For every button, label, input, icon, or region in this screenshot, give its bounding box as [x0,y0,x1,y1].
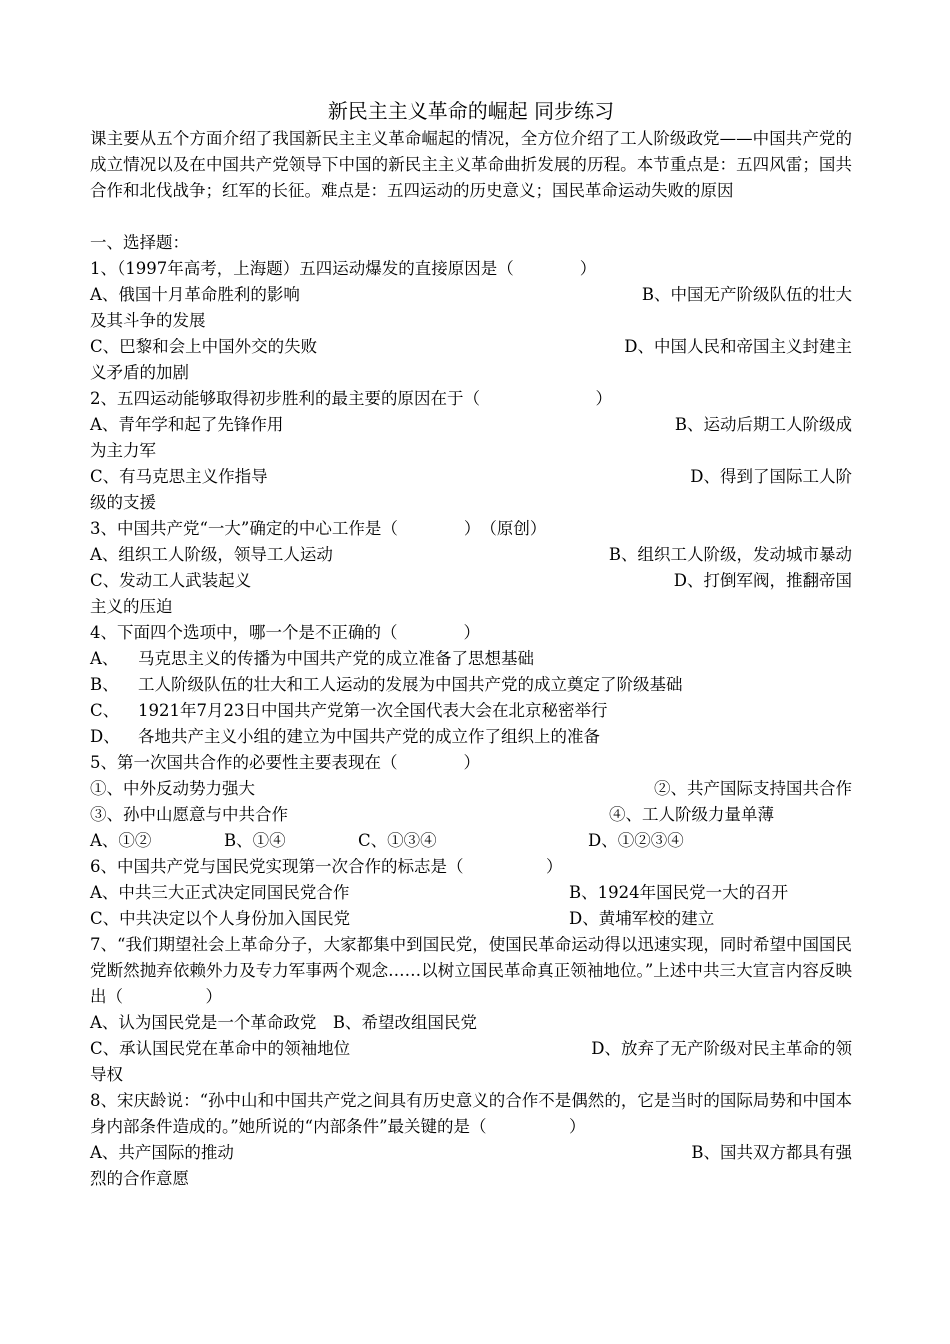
question-3 [90,516,852,620]
question-7 [90,932,852,1088]
option-row [90,542,852,568]
spacer [90,204,852,230]
option-c [90,698,852,724]
option-row [90,412,852,438]
option-label: C、 [90,701,120,720]
option-row [90,880,852,906]
option-b: B、组织工人阶级，发动城市暴动 [608,545,852,564]
option-b: B、国共双方都具有强 [691,1143,852,1162]
worksheet-page [90,96,852,1192]
option-d: D、黄埔军校的建立 [569,909,715,928]
question-stem: 7、“我们期望社会上革命分子，大家都集中到国民党，使国民革命运动得以迅速实现，同时希望中国国民党断然抛弃依赖外力及专力军事两个观念……以树立国民革命真正领袖地位。”上述中共三大宣言内容反映出（ ） [90,935,852,1006]
option-b: B、运动后期工人阶级成 [674,415,852,434]
option-row [90,282,852,308]
option-d-continued: 导权 [90,1065,123,1084]
option-b: B、①④ [224,831,286,850]
option-row [90,464,852,490]
question-stem: 8、宋庆龄说：“孙中山和中国共产党之间具有历史意义的合作不是偶然的，它是当时的国际局势和中国本身内部条件造成的。”她所说的“内部条件”最关键的是（ ） [90,1091,852,1136]
intro-paragraph: 课主要从五个方面介绍了我国新民主主义革命崛起的情况，全方位介绍了工人阶级政党——中国共产党的成立情况以及在中国共产党领导下中国的新民主主义革命曲折发展的历程。本节重点是：五四风雷；国共合作和北伐战争；红军的长征。难点是：五四运动的历史意义；国民革命运动失败的原因 [90,129,852,200]
option-c: C、①③④ [358,831,437,850]
statement-row [90,776,852,802]
option-d: D、放弃了无产阶级对民主革命的领 [591,1039,852,1058]
option-a: A、中共三大正式决定同国民党合作 [90,883,350,902]
statement-1: ①、中外反动势力强大 [90,779,255,798]
option-row [90,828,852,854]
option-a: A、青年学和起了先锋作用 [90,415,284,434]
question-4 [90,620,852,750]
option-row [90,1036,852,1062]
option-c: C、发动工人武装起义 [90,571,252,590]
option-b [90,672,852,698]
option-d-continued: 义矛盾的加剧 [90,363,189,382]
option-d: D、①②③④ [588,831,684,850]
question-stem: 4、下面四个选项中，哪一个是不正确的（ ） [90,623,480,642]
option-d: D、中国人民和帝国主义封建主 [624,337,852,356]
section-heading: 一、选择题： [90,233,189,252]
option-c: C、巴黎和会上中国外交的失败 [90,337,318,356]
option-c: C、中共决定以个人身份加入国民党 [90,909,351,928]
option-b-continued: 为主力军 [90,441,156,460]
option-a: A、①② [90,831,152,850]
option-a: A、组织工人阶级，领导工人运动 [90,545,333,564]
question-6 [90,854,852,932]
option-b: B、1924年国民党一大的召开 [569,883,789,902]
option-a: A、俄国十月革命胜利的影响 [90,285,300,304]
option-d [90,724,852,750]
question-stem: 2、五四运动能够取得初步胜利的最主要的原因在于（ ） [90,389,612,408]
question-stem: 5、第一次国共合作的必要性主要表现在（ ） [90,753,480,772]
statement-2: ②、共产国际支持国共合作 [654,779,852,798]
option-row [90,334,852,360]
option-b: B、中国无产阶级队伍的壮大 [641,285,852,304]
option-label: B、 [90,675,119,694]
option-row [90,568,852,594]
option-d-continued: 主义的压迫 [90,597,173,616]
option-text: 马克思主义的传播为中国共产党的成立准备了思想基础 [138,649,534,668]
option-c: C、承认国民党在革命中的领袖地位 [90,1039,351,1058]
statement-4: ④、工人阶级力量单薄 [609,805,774,824]
question-5 [90,750,852,854]
option-label: D、 [90,727,120,746]
question-1 [90,256,852,386]
option-row [90,1140,852,1166]
option-text: 1921年7月23日中国共产党第一次全国代表大会在北京秘密举行 [138,701,608,720]
statement-3: ③、孙中山愿意与中共合作 [90,805,288,824]
option-b-continued: 烈的合作意愿 [90,1169,189,1188]
question-stem: 6、中国共产党与国民党实现第一次合作的标志是（ ） [90,857,563,876]
option-d: D、得到了国际工人阶 [690,467,852,486]
question-2 [90,386,852,516]
page-title: 新民主主义革命的崛起 同步练习 [327,99,615,123]
question-stem: 3、中国共产党“一大”确定的中心工作是（ ） （原创） [90,519,547,538]
option-a [90,646,852,672]
option-text: 工人阶级队伍的壮大和工人运动的发展为中国共产党的成立奠定了阶级基础 [138,675,683,694]
question-stem: 1、（1997年高考，上海题）五四运动爆发的直接原因是（ ） [90,259,597,278]
option-d-continued: 级的支援 [90,493,156,512]
statement-row [90,802,852,828]
option-b-continued: 及其斗争的发展 [90,311,206,330]
option-ab: A、认为国民党是一个革命政党 B、希望改组国民党 [90,1013,478,1032]
question-8 [90,1088,852,1192]
option-label: A、 [90,649,119,668]
option-a: A、共产国际的推动 [90,1143,234,1162]
option-d: D、打倒军阀，推翻帝国 [673,571,852,590]
option-text: 各地共产主义小组的建立为中国共产党的成立作了组织上的准备 [138,727,600,746]
option-row [90,906,852,932]
option-c: C、有马克思主义作指导 [90,467,268,486]
